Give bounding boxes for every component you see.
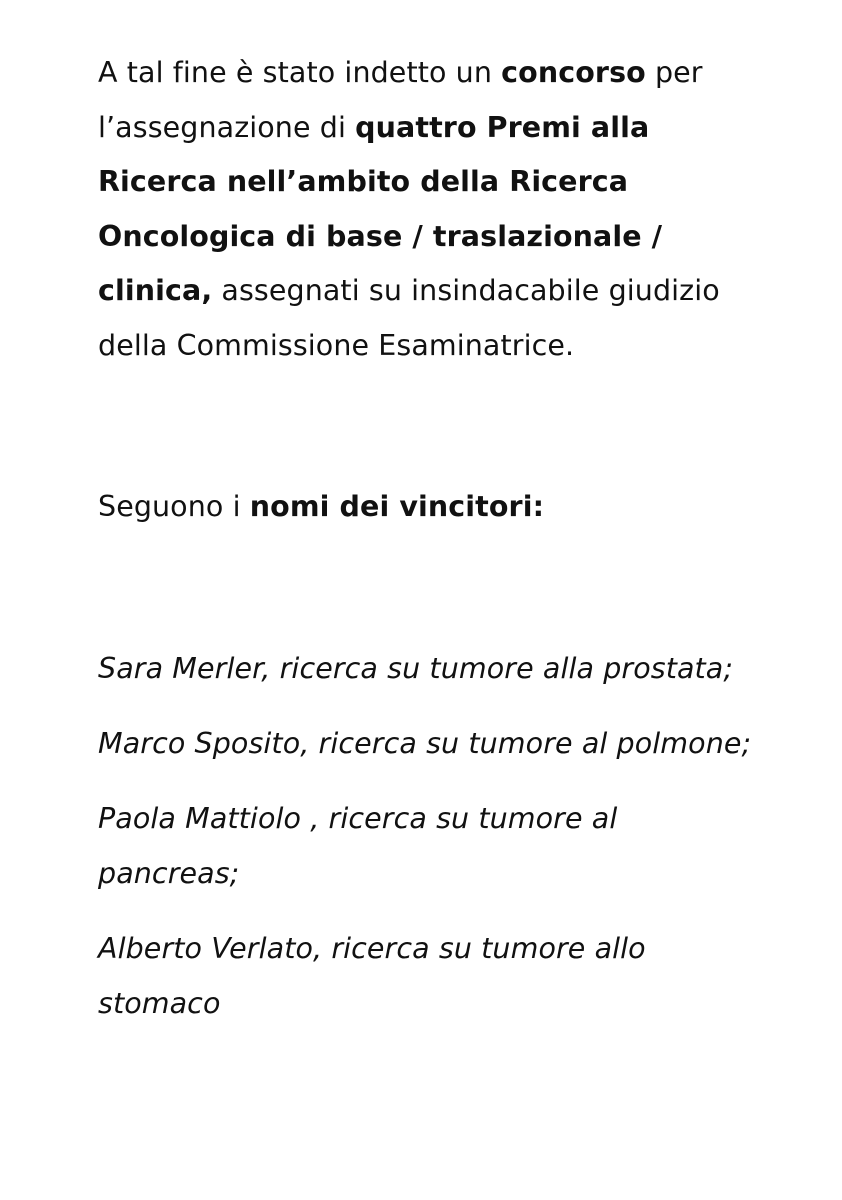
winners-list — [98, 641, 758, 1031]
intro-bold-concorso: concorso — [501, 56, 646, 89]
intro-paragraph — [98, 46, 758, 373]
winners-heading-bold: nomi dei vincitori: — [249, 490, 545, 523]
winner-item: Paola Mattiolo , ricerca su tumore al pancreas; — [98, 801, 618, 890]
intro-text-3: assegnati su insindacabile giudizio della Commissione Esaminatrice. — [98, 274, 720, 362]
intro-text-1: A tal fine è stato indetto un — [98, 56, 502, 89]
winner-item: Alberto Verlato, ricerca su tumore allo stomaco — [98, 931, 646, 1020]
intro-text-2: per l’assegnazione di — [98, 56, 703, 144]
winners-heading — [98, 480, 758, 535]
article-body — [98, 46, 758, 1051]
winners-heading-text: Seguono i — [98, 490, 250, 523]
winner-item: Sara Merler, ricerca su tumore alla prostata; — [98, 651, 734, 685]
winner-item: Marco Sposito, ricerca su tumore al polmone; — [98, 726, 752, 760]
intro-bold-premi: quattro Premi alla Ricerca nell’ambito della Ricerca Oncologica di base / traslazionale / clinica, — [98, 110, 663, 307]
